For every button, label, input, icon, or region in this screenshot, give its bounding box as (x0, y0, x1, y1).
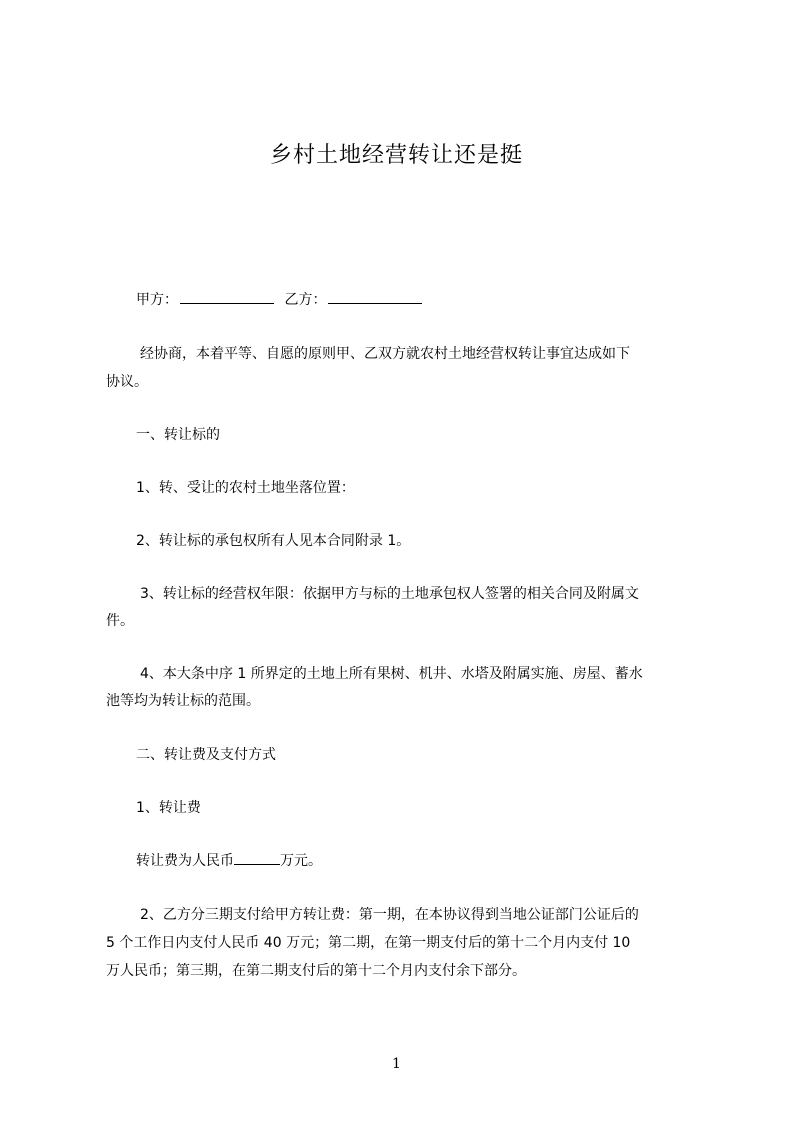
section-2-item-2-line-2: 5 个工作日内支付人民币 40 万元；第二期，在第一期支付后的第十二个月内支付 10 (106, 935, 631, 951)
intro-line-2: 协议。 (106, 374, 148, 390)
section-1-item-3-line-1: 3、转让标的经营权年限：依据甲方与标的土地承包权人签署的相关合同及附属文 (140, 586, 639, 602)
section-2-heading: 二、转让费及支付方式 (136, 747, 276, 763)
fee-suffix: 万元。 (280, 853, 322, 869)
fee-amount-blank (234, 850, 280, 865)
section-1-item-1: 1、转、受让的农村土地坐落位置： (136, 480, 355, 496)
section-2-item-2-line-3: 万人民币；第三期，在第二期支付后的第十二个月内支付余下部分。 (106, 963, 526, 979)
intro-line-1: 经协商，本着平等、自愿的原则甲、乙双方就农村土地经营权转让事宜达成如下 (140, 346, 630, 362)
fee-line (136, 847, 322, 875)
section-1-item-4-line-2: 池等均为转让标的范围。 (106, 693, 260, 709)
party-a-label: 甲方： (136, 292, 178, 308)
section-2-item-2-line-1: 2、乙方分三期支付给甲方转让费：第一期，在本协议得到当地公证部门公证后的 (140, 907, 639, 923)
document-title: 乡村土地经营转让还是挺 (269, 143, 523, 168)
fee-prefix: 转让费为人民币 (136, 853, 234, 869)
section-1-heading: 一、转让标的 (136, 427, 220, 443)
section-1-item-4-line-1: 4、本大条中序 1 所界定的土地上所有果树、机井、水塔及附属实施、房屋、蓄水 (140, 666, 643, 682)
section-2-item-1: 1、转让费 (136, 800, 201, 816)
parties-line (136, 286, 424, 314)
party-b-label: 乙方： (284, 292, 327, 308)
party-a-blank (180, 289, 274, 304)
section-1-item-3-line-2: 件。 (106, 613, 134, 629)
section-1-item-2: 2、转让标的承包权所有人见本合同附录 1。 (136, 533, 411, 549)
page-number: 1 (392, 1056, 401, 1072)
party-b-blank (328, 289, 422, 304)
